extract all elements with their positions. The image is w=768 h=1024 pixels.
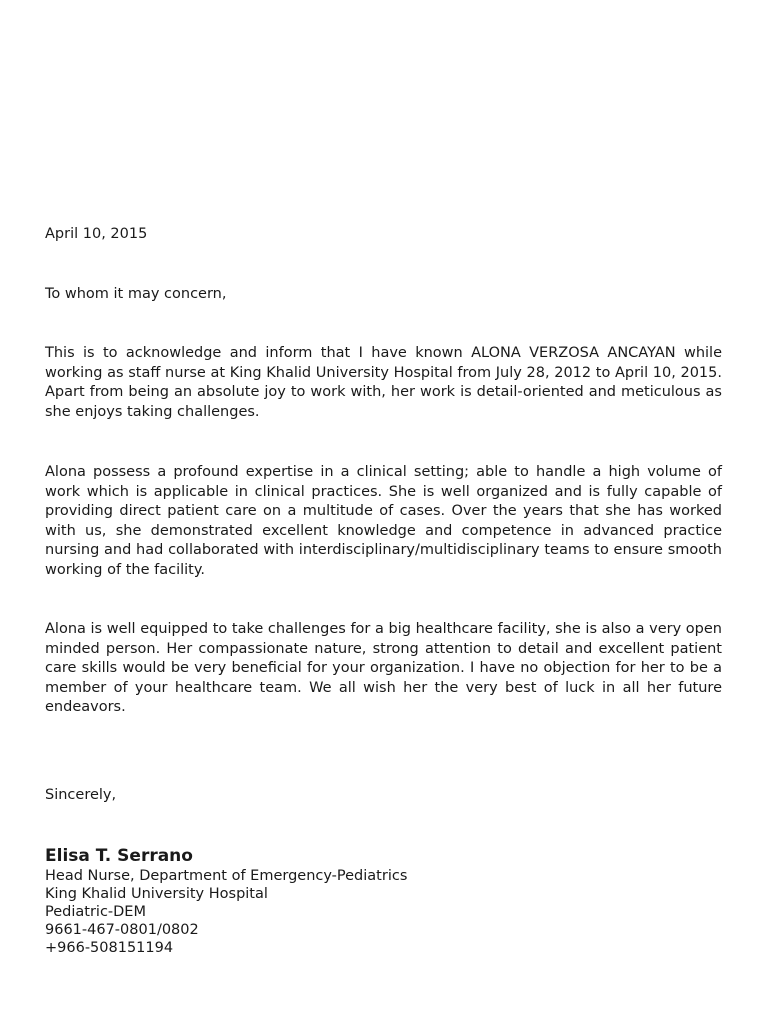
signer-department: Pediatric-DEM [45, 904, 146, 920]
signer-title: Head Nurse, Department of Emergency-Pediatrics [45, 868, 408, 884]
signature-block [45, 845, 545, 957]
signer-organization: King Khalid University Hospital [45, 886, 268, 902]
body-paragraph: Alona possess a profound expertise in a clinical setting; able to handle a high volume of work which is applicable in clinical practices. She is well organized and is fully capable of providing direct patient care on a multitude of cases. Over the years that she has worked with us, she demonstrated excellent knowledge and competence in advanced practice nursing and had collaborated with interdisciplinary/multidisciplinary teams to ensure smooth working of the facility. [45, 464, 722, 578]
salutation: To whom it may concern, [45, 286, 227, 302]
letter-date: April 10, 2015 [45, 226, 148, 242]
signer-phone: 9661-467-0801/0802 [45, 922, 199, 938]
signer-mobile: +966-508151194 [45, 940, 174, 956]
closing: Sincerely, [45, 787, 117, 803]
body-paragraph: Alona is well equipped to take challenges for a big healthcare facility, she is also a very open minded person. Her compassionate nature, strong attention to detail and excellent patient care skills would be very beneficial for your organization. I have no objection for her to be a member of your healthcare team. We all wish her the very best of luck in all her future endeavors. [45, 621, 722, 716]
signer-name: Elisa T. Serrano [45, 846, 193, 866]
body-paragraph: This is to acknowledge and inform that I have known ALONA VERZOSA ANCAYAN while working as staff nurse at King Khalid University Hospital from July 28, 2012 to April 10, 2015. Apart from being an absolute joy to work with, her work is detail-oriented and meticulous as she enjoys taking challenges. [45, 345, 722, 420]
